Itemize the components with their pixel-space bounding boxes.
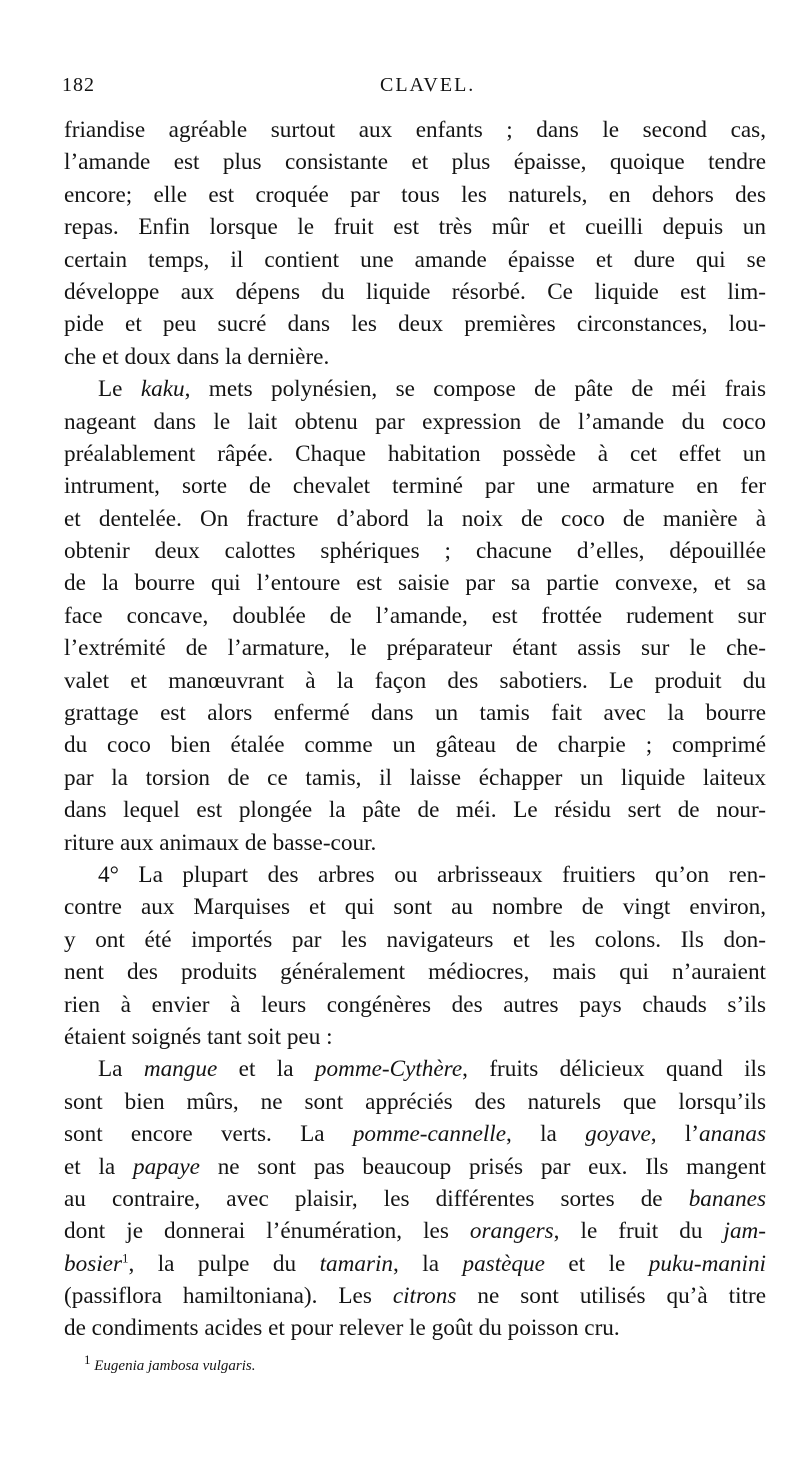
page-number: 182 bbox=[62, 74, 95, 96]
text-run: dont je donnerai l’énumération, les bbox=[64, 1218, 470, 1245]
italic-term: pomme-Cythère bbox=[314, 1056, 463, 1083]
text-line bbox=[64, 341, 766, 373]
italic-term: pastèque bbox=[462, 1250, 545, 1277]
text-run: , la bbox=[393, 1250, 463, 1277]
text-line bbox=[64, 989, 766, 1021]
text-run: repas. Enfin lorsque le fruit est très mûr et cueilli depuis un bbox=[64, 214, 766, 241]
page-header bbox=[62, 74, 730, 98]
text-line bbox=[64, 1280, 766, 1312]
text-run: sont bien mûrs, ne sont appréciés des naturels que lorsqu’ils bbox=[64, 1088, 766, 1115]
text-run: l’amande est plus consistante et plus épaisse, quoique tendre bbox=[64, 149, 766, 176]
italic-term: papaye bbox=[132, 1153, 200, 1180]
footnote-marker: 1 bbox=[84, 1352, 91, 1367]
text-run: l’extrémité de l’armature, le préparateur étant assis sur le che- bbox=[64, 635, 766, 662]
italic-term: goyave bbox=[585, 1121, 651, 1148]
italic-term: jam- bbox=[723, 1218, 767, 1245]
text-line bbox=[64, 244, 766, 276]
text-run: friandise agréable surtout aux enfants ; dans le second cas, bbox=[64, 117, 766, 143]
text-line bbox=[64, 308, 766, 340]
text-line bbox=[64, 1183, 766, 1215]
text-line bbox=[64, 1312, 766, 1344]
text-line bbox=[64, 697, 766, 729]
text-run: Le bbox=[98, 376, 141, 403]
text-line bbox=[64, 114, 766, 146]
text-run: y ont été importés par les navigateurs et les colons. Ils don- bbox=[64, 926, 766, 953]
text-run: , mets polynésien, se compose de pâte de méi frais bbox=[184, 376, 766, 403]
text-line bbox=[64, 1053, 766, 1085]
text-line bbox=[64, 211, 766, 243]
italic-term: orangers bbox=[469, 1218, 554, 1245]
text-line bbox=[64, 729, 766, 761]
text-run: ne sont utilisés qu’à titre bbox=[456, 1283, 766, 1310]
text-run: au contraire, avec plaisir, les différentes sortes de bbox=[64, 1185, 689, 1212]
text-line bbox=[64, 956, 766, 988]
italic-term: bananes bbox=[688, 1185, 766, 1212]
text-run: sont encore verts. La bbox=[64, 1121, 353, 1148]
text-line bbox=[64, 567, 766, 599]
text-line bbox=[64, 276, 766, 308]
italic-term: pomme-cannelle bbox=[352, 1121, 507, 1148]
text-line bbox=[64, 1086, 766, 1118]
text-run: certain temps, il contient une amande épaisse et dure qui se bbox=[64, 246, 766, 273]
italic-term: ananas bbox=[699, 1121, 767, 1148]
italic-term: tamarin bbox=[319, 1250, 394, 1277]
text-run: intrument, sorte de chevalet terminé par une armature en fer bbox=[64, 473, 766, 500]
italic-term: puku-manini bbox=[648, 1250, 767, 1277]
text-run: , le fruit du bbox=[553, 1218, 724, 1245]
text-line bbox=[64, 794, 766, 826]
text-run: par la torsion de ce tamis, il laisse échapper un liquide laiteux bbox=[64, 764, 766, 791]
text-line bbox=[64, 762, 766, 794]
text-line bbox=[64, 891, 766, 923]
text-run: et le bbox=[544, 1250, 649, 1277]
text-line bbox=[64, 632, 766, 664]
text-line bbox=[64, 146, 766, 178]
text-line bbox=[64, 1118, 766, 1150]
text-run: et la bbox=[217, 1056, 315, 1083]
running-head: CLAVEL. bbox=[380, 74, 476, 96]
text-line bbox=[64, 1021, 766, 1053]
text-line bbox=[64, 470, 766, 502]
text-run: face concave, doublée de l’amande, est frottée rudement sur bbox=[64, 602, 766, 629]
text-run: , l’ bbox=[650, 1121, 700, 1148]
text-line bbox=[64, 406, 766, 438]
text-line bbox=[64, 600, 766, 632]
italic-term: mangue bbox=[143, 1056, 218, 1083]
text-run: de la bourre qui l’entoure est saisie par sa partie convexe, et sa bbox=[64, 570, 766, 597]
text-run: nageant dans le lait obtenu par expression de l’amande du coco bbox=[64, 408, 766, 435]
text-run: étaient soignés tant soit peu : bbox=[64, 1023, 333, 1050]
text-run: et dentelée. On fracture d’abord la noix de coco de manière à bbox=[64, 505, 766, 532]
italic-term: kaku bbox=[140, 376, 185, 403]
text-run: nent des produits généralement médiocres, mais qui n’auraient bbox=[64, 959, 766, 986]
text-run: rien à envier à leurs congénères des autres pays chauds s’ils bbox=[64, 991, 766, 1018]
text-line bbox=[64, 438, 766, 470]
text-line bbox=[64, 924, 766, 956]
text-run: dans lequel est plongée la pâte de méi. Le résidu sert de nour- bbox=[64, 797, 766, 824]
text-line bbox=[64, 827, 766, 859]
text-run: contre aux Marquises et qui sont au nombre de vingt environ, bbox=[64, 894, 766, 921]
italic-term: bosier bbox=[64, 1250, 122, 1277]
body-text bbox=[64, 114, 766, 1345]
text-run: (passiflora hamiltoniana). Les bbox=[64, 1283, 393, 1310]
text-line bbox=[64, 373, 766, 405]
text-line bbox=[64, 859, 766, 891]
text-run: 4° La plupart des arbres ou arbrisseaux fruitiers qu’on ren- bbox=[98, 861, 766, 888]
text-line bbox=[64, 665, 766, 697]
text-run: du coco bien étalée comme un gâteau de charpie ; comprimé bbox=[64, 732, 766, 759]
text-line bbox=[64, 535, 766, 567]
text-run: La bbox=[98, 1056, 144, 1083]
text-run: pide et peu sucré dans les deux premières circonstances, lou- bbox=[64, 311, 766, 338]
text-run: ne sont pas beaucoup prisés par eux. Ils mangent bbox=[199, 1153, 766, 1180]
text-line bbox=[64, 179, 766, 211]
text-line bbox=[64, 1215, 766, 1247]
text-line bbox=[64, 1151, 766, 1183]
text-run: encore; elle est croquée par tous les naturels, en dehors des bbox=[64, 181, 766, 208]
text-run: grattage est alors enfermé dans un tamis fait avec la bourre bbox=[64, 700, 766, 727]
text-run: et la bbox=[64, 1153, 133, 1180]
text-run: , la bbox=[506, 1121, 586, 1148]
text-run: obtenir deux calottes sphériques ; chacune d’elles, dépouillée bbox=[64, 538, 766, 565]
text-run: riture aux animaux de basse-cour. bbox=[64, 829, 377, 856]
footnote-ref: 1 bbox=[121, 1249, 129, 1265]
text-run: che et doux dans la dernière. bbox=[64, 343, 330, 370]
footnote-text: Eugenia jambosa vulgaris. bbox=[94, 1358, 256, 1374]
text-run: , fruits délicieux quand ils bbox=[462, 1056, 766, 1083]
text-run: de condiments acides et pour relever le goût du poisson cru. bbox=[64, 1315, 620, 1342]
text-run: , la pulpe du bbox=[128, 1250, 320, 1277]
italic-term: citrons bbox=[392, 1283, 457, 1310]
footnote bbox=[84, 1352, 256, 1376]
text-run: valet et manœuvrant à la façon des sabotiers. Le produit du bbox=[64, 667, 766, 694]
text-run: préalablement râpée. Chaque habitation possède à cet effet un bbox=[64, 440, 766, 467]
text-line bbox=[64, 1248, 766, 1280]
text-run: développe aux dépens du liquide résorbé. Ce liquide est lim- bbox=[64, 278, 766, 305]
text-line bbox=[64, 503, 766, 535]
